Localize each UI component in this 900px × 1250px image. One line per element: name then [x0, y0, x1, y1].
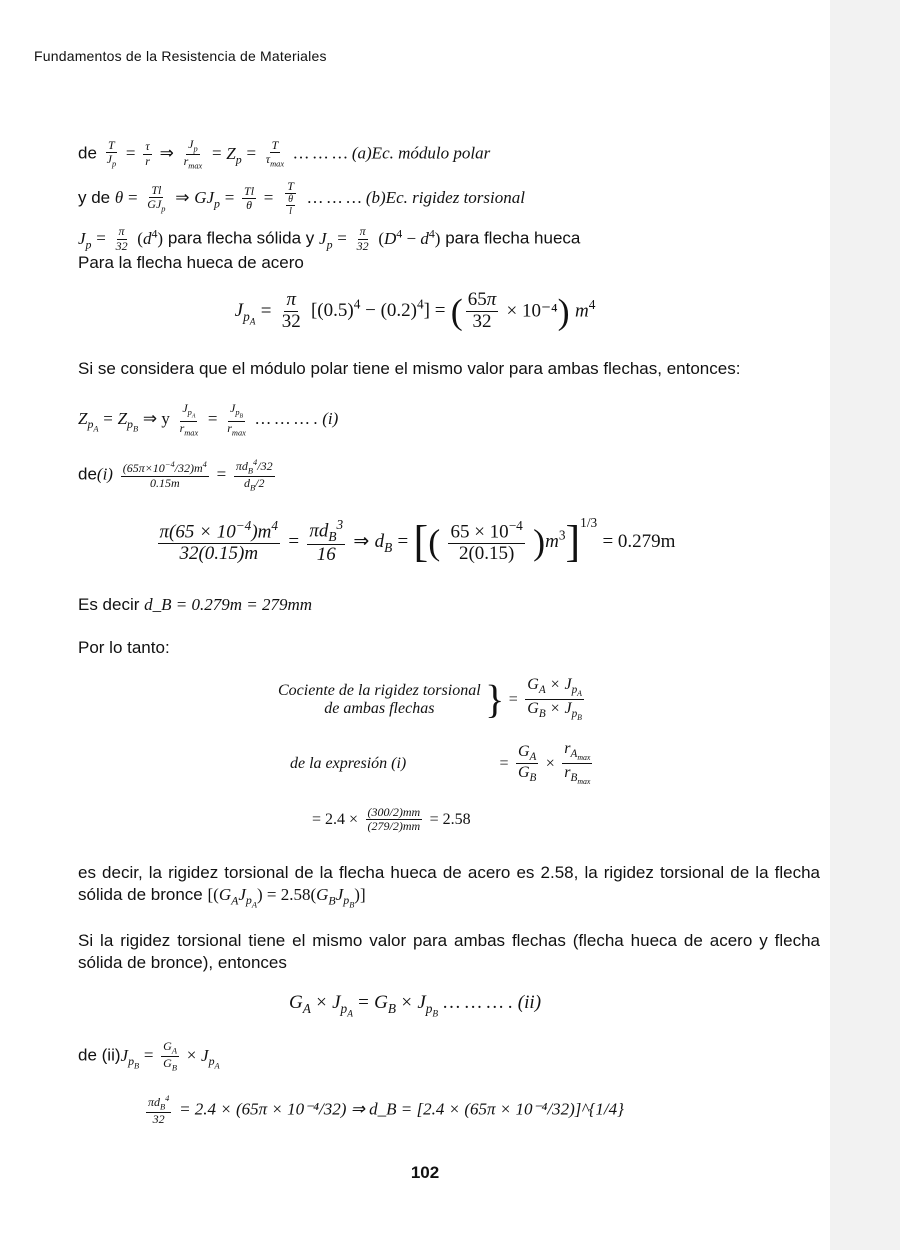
jp-hollow-text: para flecha hueca — [445, 228, 581, 248]
final-equation-text: = 2.4 × (65π × 10⁻⁴/32) ⇒ d_B = [2.4 × (65π × 10⁻⁴/32)]^{1/4} — [179, 1099, 624, 1119]
db-final: = 0.279m — [602, 531, 676, 552]
de-expresion: de la expresión (i) — [290, 754, 407, 772]
equation-ii: $G_A \times J_{p_A} = G_B \times J_{p_B}$ … … … . (ii) — [288, 992, 542, 1020]
es-decir-paragraph-text: es decir, la rigidez torsional de la flecha hueca de acero es 2.58, la rigidez torsional de la flecha sólida de bronce — [78, 863, 820, 904]
exp-one-third: 1/3 — [580, 515, 598, 530]
page-number: 102 — [410, 1163, 440, 1182]
jpa-factor: × 10⁻⁴ — [506, 300, 558, 322]
running-header: Fundamentos de la Resistencia de Materiales — [34, 48, 327, 64]
de-ii-line: de $(ii)J_{p_B}$ = $\frac{G_A}{G_B}$ × $J_{p_A}$ — [78, 1039, 220, 1073]
si-rigidez-paragraph: Si la rigidez torsional tiene el mismo valor para ambas flechas (flecha hueca de acero y flecha sólida de bronce), entonces — [78, 931, 820, 972]
equation-polar-moment: $J_p$ = $\frac{\pi}{32}$ $(d^4)$ para flecha sólida y $J_p$ = $\frac{\pi}{32}$ $(D^4 - d^4)$ para flecha hueca — [78, 224, 581, 253]
hollow-steel-heading: Para la flecha hueca de acero — [78, 253, 304, 272]
right-margin-panel — [830, 0, 900, 1250]
de-ii-text: de (ii) — [78, 1045, 121, 1065]
eq-b-label: … … … (b)Ec. rigidez torsional — [307, 188, 525, 208]
ratio-prefix: = 2.4 × — [312, 810, 359, 828]
es-decir-line — [78, 594, 312, 616]
es-decir-text: Es decir — [78, 595, 140, 614]
equation-i: $Z_{p_A} = Z_{p_B}$ ⇒ y $\frac{J_{p_A}}{r_{max}}$ = $\frac{J_{p_B}}{r_{max}}$ … … … . (i) — [78, 401, 339, 437]
eq-ii-label: … … … . (ii) — [443, 992, 542, 1013]
equation-modulo-polar: de $\frac{T}{J_p}$ = $\frac{\tau}{r}$ ⇒ $\frac{J_p}{r_{max}}$ = $Z_p$ = $\frac{T}{\tau_{max}}$ … … … (a)Ec. módulo polar — [78, 137, 491, 171]
equation-jpa: $J_{p_A}$ = $\frac{\pi}{32}$ $[(0.5)^4 - (0.2)^4]$ = ( $\frac{65\pi}{32}$ × 10⁻⁴) $m^4$ — [234, 289, 596, 332]
same-modulus-text: Si se considera que el módulo polar tiene el mismo valor para ambas flechas, entonces: — [78, 359, 741, 378]
por-lo-tanto: Por lo tanto: — [78, 638, 170, 657]
ratio-den: (279/2)mm — [367, 819, 421, 834]
ratio-final: = 2.58 — [429, 810, 471, 828]
equation-rigidez-torsional: y de θ = $\frac{Tl}{GJ_p}$ ⇒ $GJ_p$ = $\frac{Tl}{\theta}$ = $\frac{T}{\frac{\theta}{l}}$ … … … (b)Ec. rigidez torsional — [78, 179, 525, 218]
equation-db: $\frac{\pi(65 \times 10^{-4})m^4}{32(0.15)m}$ = $\frac{\pi d_B^3}{16}$ ⇒ $d_B$ = [( $\frac{65 \times 10^{-4}}{2(0.15)}$ )$m^3]^{1/3} = 0.279m$ — [159, 515, 676, 566]
ratio-num: (300/2)mm — [367, 805, 421, 819]
jp-solid-text: para flecha sólida y — [167, 228, 315, 248]
equation-de-i: de(i) $\frac{(65\pi\times 10^{-4}/32)m^4}{0.15m}$ = $\frac{\pi d_B^4/32}{d_B/2}$ — [78, 458, 273, 493]
cociente-line-1: Cociente de la rigidez torsional — [278, 681, 481, 699]
db-value: d_B = 0.279m = 279mm — [144, 595, 313, 614]
es-decir-paragraph: es decir, la rigidez torsional de la flecha hueca de acero es 2.58, la rigidez torsional de la flecha sólida de bronce $[(G_AJ_{p_A}) = 2.58(G_BJ_{p_B})]$ — [78, 863, 820, 910]
expresion-block: de la expresión (i) = $\frac{G_A}{G_B}$ × $\frac{r_{A_{max}}}{r_{B_{max}}}$ — [290, 740, 591, 787]
eq-i-label: … … … . (i) — [255, 409, 339, 429]
ratio-result — [312, 806, 471, 833]
cociente-block: Cociente de la rigidez torsional de ambas flechas } = $\frac{G_A \times J_{p_A}}{G_B \times J_{p_B}}$ — [278, 676, 582, 723]
eq-a-label: … … … (a)Ec. módulo polar — [293, 143, 491, 163]
cociente-line-2: de ambas flechas — [324, 699, 435, 717]
final-equation: $\frac{\pi d_B^4}{32}$ = 2.4 × (65π × 10⁻⁴/32) ⇒ d_B = [2.4 × (65π × 10⁻⁴/32)]^{1/4} — [148, 1094, 624, 1126]
